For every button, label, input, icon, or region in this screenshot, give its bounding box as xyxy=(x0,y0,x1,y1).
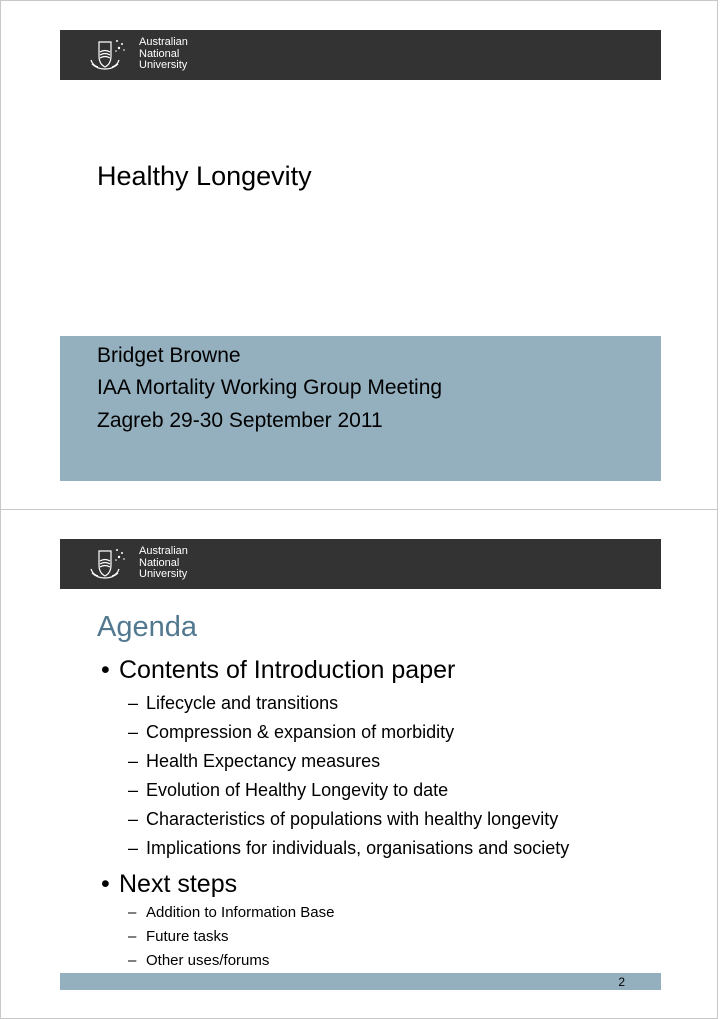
author-info-box xyxy=(60,336,661,481)
logo-line-1: Australian xyxy=(139,545,188,557)
bullet-text: Contents of Introduction paper xyxy=(119,656,456,684)
slide-footer xyxy=(60,973,661,990)
anu-crest-icon xyxy=(89,545,133,583)
dash-icon: – xyxy=(128,722,139,742)
logo-line-3: University xyxy=(139,568,188,580)
sub-bullet-item: – Evolution of Healthy Longevity to date xyxy=(128,780,449,800)
sub-bullet-item: – Health Expectancy measures xyxy=(128,751,381,771)
dash-icon: – xyxy=(128,904,137,921)
logo-line-2: National xyxy=(139,556,180,569)
presentation-title: Healthy Longevity xyxy=(97,161,312,191)
sub-bullet-item: – Other uses/forums xyxy=(128,952,270,969)
university-banner xyxy=(60,539,661,589)
logo-line-3: University xyxy=(139,59,188,71)
dash-icon: – xyxy=(128,693,139,713)
slide-1 xyxy=(0,0,718,510)
sub-bullet-item: – Compression & expansion of morbidity xyxy=(128,722,455,742)
dash-icon: – xyxy=(128,751,139,771)
bullet-text: Next steps xyxy=(119,870,238,898)
bullet-icon: • xyxy=(101,656,110,684)
logo-line-1: Australian xyxy=(139,36,188,48)
university-banner xyxy=(60,30,661,80)
sub-bullet-item: – Characteristics of populations with healthy longevity xyxy=(128,809,559,829)
dash-icon: – xyxy=(128,928,137,945)
dash-icon: – xyxy=(128,838,139,858)
slide-2 xyxy=(0,509,718,1019)
sub-bullet-item: – Addition to Information Base xyxy=(128,904,335,921)
logo-line-2: National xyxy=(139,47,180,60)
sub-bullet-item: – Lifecycle and transitions xyxy=(128,693,339,713)
dash-icon: – xyxy=(128,809,139,829)
slide-title: Agenda xyxy=(97,611,197,643)
event-name: IAA Mortality Working Group Meeting xyxy=(97,376,443,399)
event-place-date: Zagreb 29-30 September 2011 xyxy=(97,409,383,432)
sub-bullet-item: – Implications for individuals, organisations and society xyxy=(128,838,570,858)
anu-crest-icon xyxy=(89,36,133,74)
bullet-item xyxy=(101,656,455,685)
bullet-item xyxy=(101,870,237,899)
author-name: Bridget Browne xyxy=(97,344,241,367)
university-name xyxy=(139,546,188,581)
university-name xyxy=(139,37,188,72)
bullet-icon: • xyxy=(101,870,110,898)
sub-bullet-item: – Future tasks xyxy=(128,928,229,945)
dash-icon: – xyxy=(128,952,137,969)
page-number: 2 xyxy=(618,975,625,989)
dash-icon: – xyxy=(128,780,139,800)
